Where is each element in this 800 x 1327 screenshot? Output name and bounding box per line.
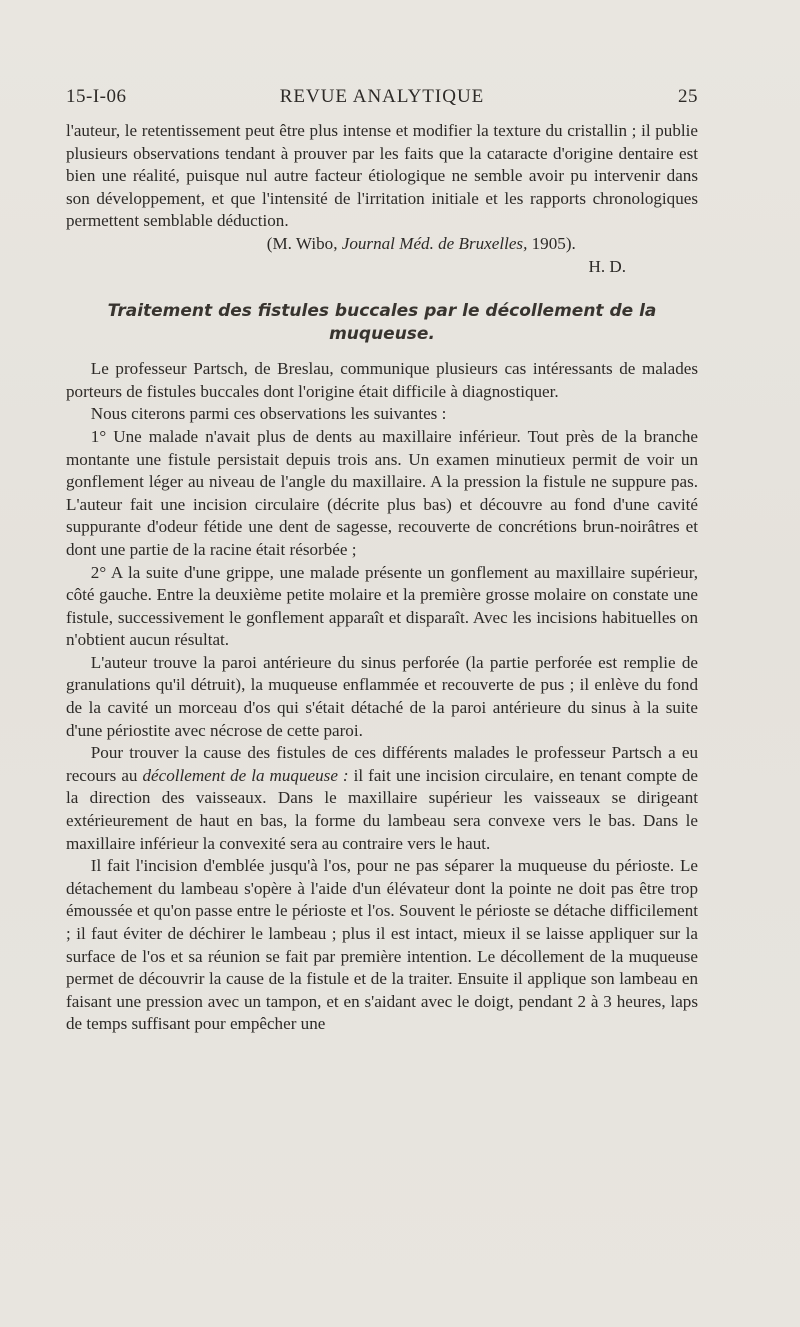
- citation-prefix: (M. Wibo,: [266, 233, 342, 253]
- running-header: [66, 86, 698, 112]
- issue-date: 15-I-06: [66, 86, 127, 107]
- body-text: [66, 120, 698, 1036]
- running-title: REVUE ANALYTIQUE: [279, 86, 485, 107]
- paragraph: L'auteur trouve la paroi antérieure du sinus perforée (la partie perforée est remplie de granulations qu'il détruit), la muqueuse enflammée et recouverte de pus ; il enlève du fond de la cavité un morceau d'os qui s'était détaché de la paroi antérieure du sinus à la suite d'une périostite avec nécrose de cette paroi.: [66, 652, 698, 740]
- citation-journal: Journal Méd. de Bruxelles,: [341, 233, 528, 253]
- paragraph: 2° A la suite d'une grippe, une malade présente un gonflement au maxillaire supérieur, côté gauche. Entre la deuxième petite molaire et la première grosse molaire on constate une fistule, successivement le gonflement apparaît et disparaît. Avec les incisions habituelles on n'obtient aucun résultat.: [66, 562, 698, 650]
- citation: [66, 233, 698, 256]
- page-number: 25: [678, 86, 698, 107]
- author-initials: H. D.: [588, 256, 626, 276]
- paragraph: Le professeur Partsch, de Breslau, communique plusieurs cas intéressants de malades porteurs de fistules buccales dont l'origine était difficile à diagnostiquer.: [66, 359, 698, 401]
- citation-suffix: 1905).: [527, 233, 576, 253]
- paragraph-text: Pour trouver la cause des fistules de ces différents malades le professeur Partsch a eu recours au: [66, 743, 698, 785]
- paragraph-text: il fait une incision circulaire, en tenant compte de la direction des vaisseaux. Dans le maxillaire supérieur les vaisseaux se dirigeant extérieurement de haut en bas, la forme du lambeau sera convexe vers le bas. Dans le maxillaire inférieur la convexité sera au contraire vers le haut.: [66, 765, 699, 853]
- paragraph: [66, 742, 698, 855]
- paragraph: Nous citerons parmi ces observations les suivantes :: [90, 404, 447, 424]
- article-title: Traitement des fistules buccales par le décollement de la muqueuse.: [107, 301, 657, 345]
- continuation-paragraph: l'auteur, le retentissement peut être plus intense et modifier la texture du cristallin ; il publie plusieurs observations tendant à prouver par les faits que la cataracte d'origine dentaire est bien une réalité, puisque nul autre facteur étiologique ne semble avoir pu intervenir dans son développement, et que l'intensité de l'irritation initiale et les rapports chronologiques permettent semblable déduction.: [66, 121, 698, 231]
- paragraph: Il fait l'incision d'emblée jusqu'à l'os, pour ne pas séparer la muqueuse du périoste. Le détachement du lambeau s'opère à l'aide d'un élévateur dont la pointe ne doit pas être trop émoussée et qu'on passe entre le périoste et l'os. Souvent le périoste se détache difficilement ; il faut éviter de déchirer le lambeau ; plus il est intact, mieux il se laisse appliquer sur la surface de l'os et sa réunion se fait par première intention. Le décollement de la muqueuse permet de découvrir la cause de la fistule et de la traiter. Ensuite il applique son lambeau en faisant une pression avec un tampon, et en s'aidant avec le doigt, pendant 2 à 3 heures, laps de temps suffisant pour empêcher une: [66, 856, 698, 1034]
- paragraph: 1° Une malade n'avait plus de dents au maxillaire inférieur. Tout près de la branche montante une fistule persistait depuis trois ans. Un examen minutieux permit de voir un gonflement léger au niveau de l'angle du maxillaire. A la pression la fistule ne suppure pas. L'auteur fait une incision circulaire (décrite plus bas) et découvre au fond d'une cavité suppurante d'odeur fétide une dent de sagesse, recouverte de concrétions brun-noirâtres et dont une partie de la racine était résorbée ;: [66, 426, 698, 559]
- emphasis-text: décollement de la muqueuse :: [142, 765, 349, 785]
